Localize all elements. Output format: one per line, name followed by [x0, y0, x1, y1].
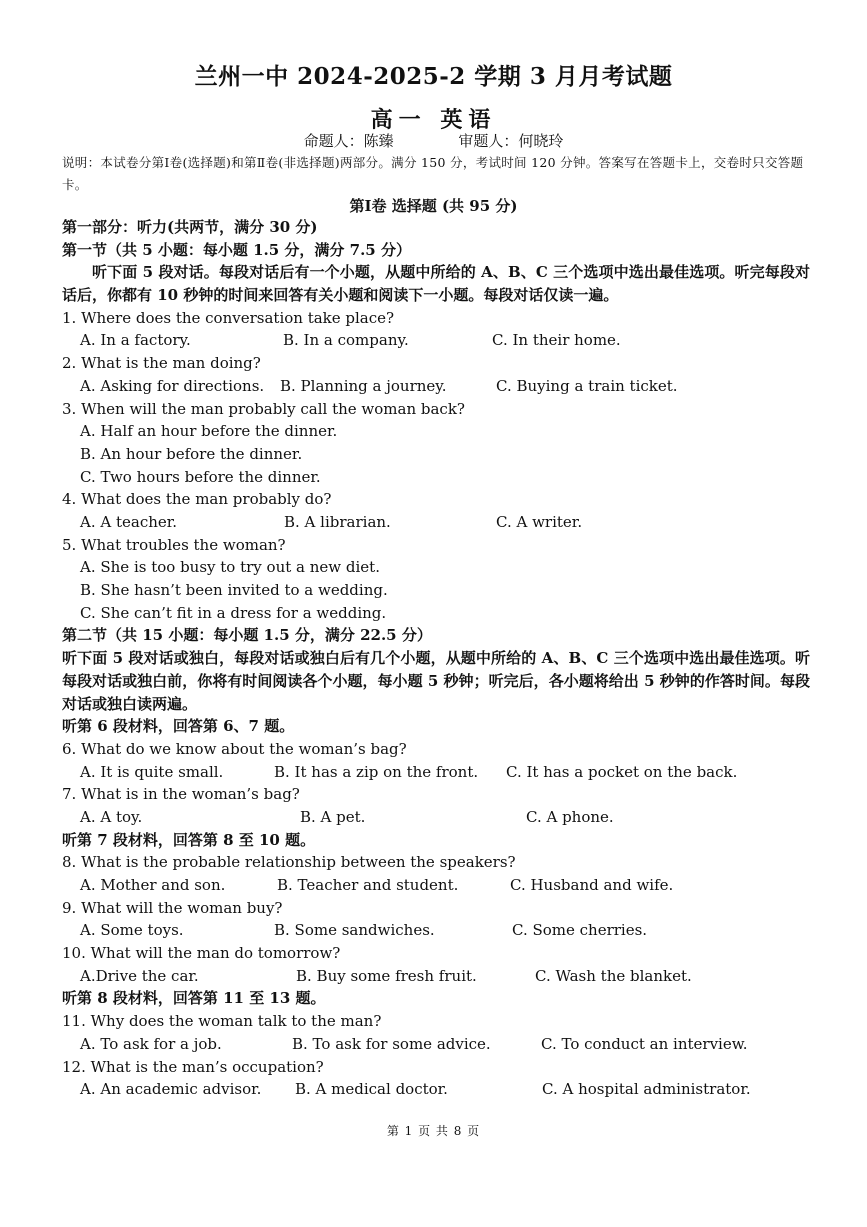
option-c: C. A hospital administrator. [542, 1080, 751, 1099]
options-row [62, 329, 810, 352]
question-stem: 4. What does the man probably do? [62, 490, 332, 509]
options-row [62, 806, 810, 829]
page-footer: 第 1 页 共 8 页 [386, 1124, 481, 1138]
subject-title: 高一 英语 [370, 107, 497, 133]
option-a: A. It is quite small. [80, 762, 224, 781]
options-row [62, 375, 810, 398]
options-row [62, 511, 810, 534]
question-stem: 1. Where does the conversation take place? [62, 308, 395, 327]
option-c: C. A phone. [526, 807, 614, 826]
question-stem: 12. What is the man’s occupation? [62, 1057, 324, 1076]
option-b: B. A pet. [300, 807, 366, 826]
question-stem: 3. When will the man probably call the woman back? [62, 399, 465, 418]
option-b: B. It has a zip on the front. [274, 762, 479, 781]
option-c: C. To conduct an interview. [541, 1034, 748, 1053]
options-row [62, 1033, 810, 1056]
option-a: A. A toy. [80, 807, 143, 826]
option-c: C. Buying a train ticket. [496, 376, 678, 395]
part1-heading: 第一部分：听力(共两节，满分 30 分) [62, 218, 318, 236]
exam-note: 说明：本试卷分第Ⅰ卷(选择题)和第Ⅱ卷(非选择题)两部分。满分 150 分，考试时间 120 分钟。答案写在答题卡上，交卷时只交答题卡。 [62, 155, 804, 192]
options-row [62, 919, 810, 942]
question-stem: 10. What will the man do tomorrow? [62, 944, 341, 963]
option-b: B. To ask for some advice. [292, 1034, 491, 1053]
option-a: A. A teacher. [80, 512, 178, 531]
section1-heading: 第一节（共 5 小题：每小题 1.5 分，满分 7.5 分） [62, 240, 411, 259]
option-c: C. A writer. [496, 512, 583, 531]
options-row [62, 761, 810, 784]
option-c: C. Some cherries. [512, 921, 648, 940]
question-stem: 8. What is the probable relationship between the speakers? [62, 853, 516, 872]
options-row [62, 965, 810, 988]
option-a: A. Half an hour before the dinner. [80, 422, 338, 441]
option-b: B. A medical doctor. [295, 1080, 448, 1099]
options-row [62, 874, 810, 897]
options-row [62, 1078, 810, 1101]
option-b: B. Buy some fresh fruit. [296, 966, 477, 985]
question-stem: 2. What is the man doing? [62, 354, 261, 373]
option-c: C. She can’t fit in a dress for a wedding. [80, 603, 387, 622]
option-a: A. An academic advisor. [80, 1080, 262, 1099]
setter-name: 命题人：陈臻 [303, 132, 394, 150]
option-b: B. A librarian. [284, 512, 391, 531]
section1-instructions: 听下面 5 段对话。每段对话后有一个小题，从题中所给的 A、B、C 三个选项中选出最佳选项。听完每段对话后，你都有 10 秒钟的时间来回答有关小题和阅读下一小题。每段对话仅读一遍。 [62, 263, 810, 305]
option-c: C. Two hours before the dinner. [80, 467, 321, 486]
section2-heading: 第二节（共 15 小题：每小题 1.5 分，满分 22.5 分） [62, 626, 432, 645]
material-8-heading: 听第 8 段材料，回答第 11 至 13 题。 [62, 989, 326, 1008]
material-6-heading: 听第 6 段材料，回答第 6、7 题。 [62, 717, 295, 736]
option-a: A. In a factory. [80, 331, 191, 350]
question-stem: 5. What troubles the woman? [62, 535, 286, 554]
option-b: B. Teacher and student. [277, 876, 459, 895]
option-a: A.Drive the car. [80, 966, 199, 985]
option-b: B. An hour before the dinner. [80, 444, 303, 463]
option-b: B. She hasn’t been invited to a wedding. [80, 581, 388, 600]
option-b: B. Planning a journey. [280, 376, 447, 395]
option-b: B. Some sandwiches. [274, 921, 435, 940]
option-c: C. Wash the blanket. [535, 966, 692, 985]
question-stem: 9. What will the woman buy? [62, 898, 283, 917]
volume-heading: 第Ⅰ卷 选择题 (共 95 分) [349, 197, 518, 215]
authors-line [0, 130, 867, 151]
section2-instructions: 听下面 5 段对话或独白，每段对话或独白后有几个小题，从题中所给的 A、B、C 三个选项中选出最佳选项。听每段对话或独白前，你将有时间阅读各个小题，每小题 5 秒钟；听完后，各小题将给出 5 秒钟的作答时间。每段对话或独白读两遍。 [62, 649, 810, 713]
option-b: B. In a company. [283, 331, 409, 350]
option-c: C. It has a pocket on the back. [506, 762, 738, 781]
option-a: A. She is too busy to try out a new diet. [80, 558, 380, 577]
option-a: A. Some toys. [80, 921, 184, 940]
question-stem: 6. What do we know about the woman’s bag? [62, 739, 407, 758]
option-c: C. Husband and wife. [510, 876, 674, 895]
option-a: A. To ask for a job. [80, 1034, 222, 1053]
option-c: C. In their home. [492, 331, 621, 350]
question-stem: 11. Why does the woman talk to the man? [62, 1012, 382, 1031]
exam-title: 兰州一中 2024-2025-2 学期 3 月月考试题 [194, 63, 673, 90]
exam-body [62, 216, 810, 1101]
option-a: A. Mother and son. [80, 876, 226, 895]
option-a: A. Asking for directions. [80, 376, 265, 395]
question-stem: 7. What is in the woman’s bag? [62, 785, 300, 804]
material-7-heading: 听第 7 段材料，回答第 8 至 10 题。 [62, 830, 316, 849]
reviewer-name: 审题人：何晓玲 [458, 132, 564, 150]
